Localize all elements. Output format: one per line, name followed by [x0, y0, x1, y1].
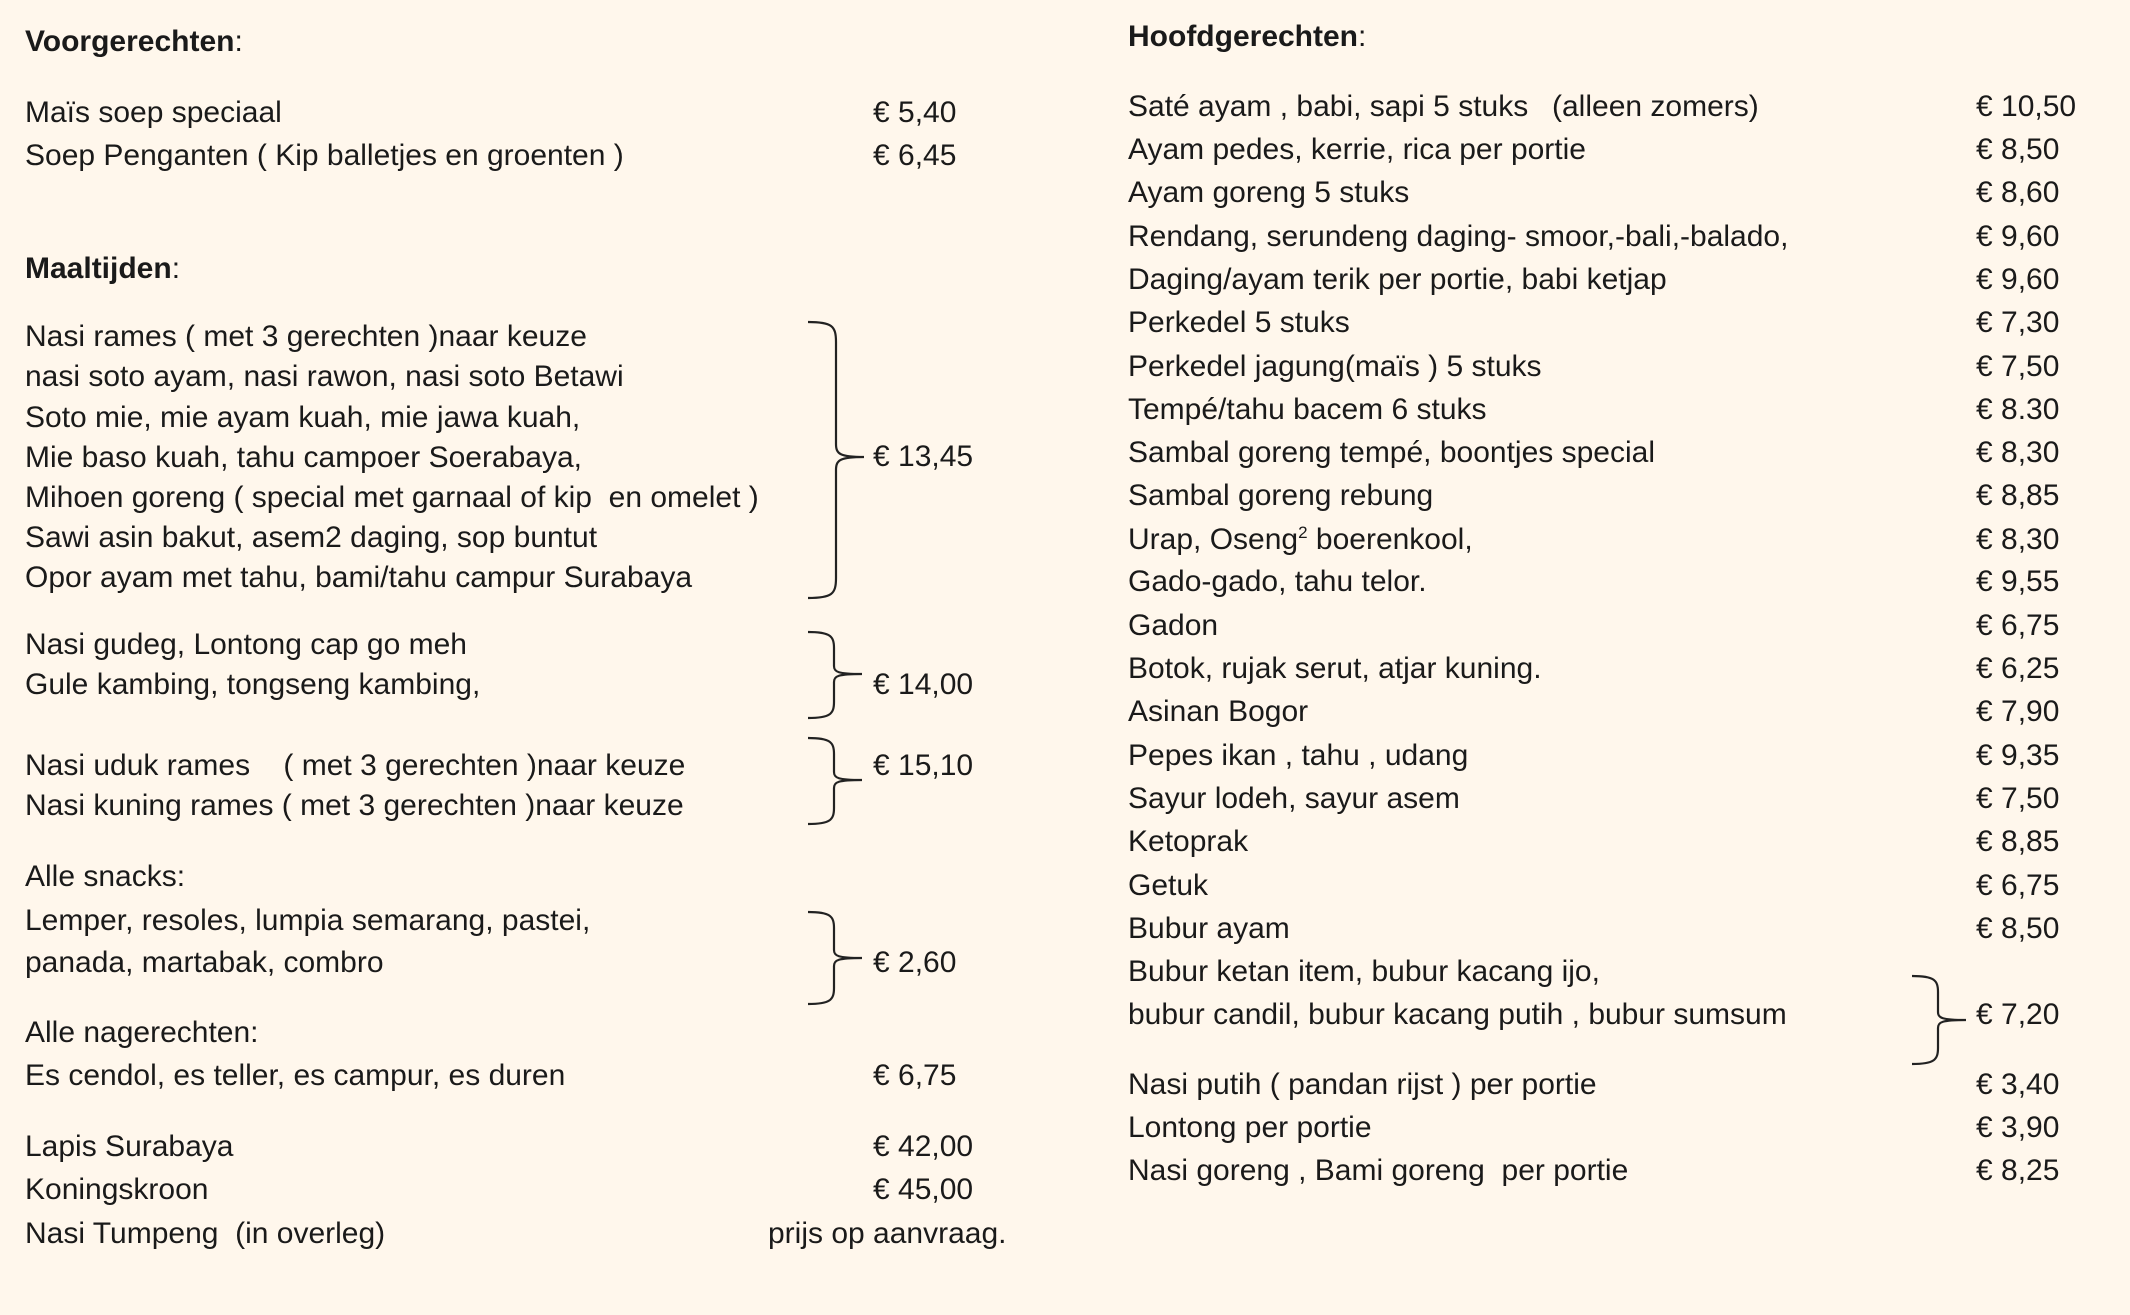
starter-name: Soep Penganten ( Kip balletjes en groenten ): [25, 139, 624, 172]
main-item-name: Gadon: [1128, 609, 1219, 642]
main-item-name: [1128, 522, 1473, 558]
special-price: € 45,00: [873, 1173, 974, 1206]
main-item-price: € 8.30: [1976, 393, 2060, 426]
main-item-name: Nasi goreng , Bami goreng per portie: [1128, 1154, 1629, 1187]
main-item-price: € 8,30: [1976, 436, 2060, 469]
main-item-note: (alleen zomers): [1552, 90, 1759, 123]
main-item-name: Perkedel 5 stuks: [1128, 306, 1350, 339]
main-item-name: Bubur ayam: [1128, 912, 1290, 945]
meals-heading-colon: :: [171, 252, 181, 285]
meals-heading: [25, 251, 180, 287]
meal-line: Nasi gudeg, Lontong cap go meh: [25, 628, 467, 661]
brace-icon: [806, 320, 866, 600]
meal-line: Mihoen goreng ( special met garnaal of kip en omelet ): [25, 481, 759, 514]
special-price: € 42,00: [873, 1130, 974, 1163]
main-item-name: Saté ayam , babi, sapi 5 stuks: [1128, 90, 1529, 123]
meal-line: Mie baso kuah, tahu campoer Soerabaya,: [25, 441, 583, 474]
main-item-name: Botok, rujak serut, atjar kuning.: [1128, 652, 1542, 685]
starters-heading-text: Voorgerechten: [25, 25, 235, 58]
starter-price: € 6,45: [873, 139, 957, 172]
main-item-name: Sayur lodeh, sayur asem: [1128, 782, 1460, 815]
desserts-heading: Alle nagerechten:: [25, 1016, 259, 1049]
meal-group-price: € 13,45: [873, 440, 974, 473]
main-item-price: € 8,25: [1976, 1154, 2060, 1187]
meal-line: Soto mie, mie ayam kuah, mie jawa kuah,: [25, 401, 581, 434]
main-item-price: € 8,85: [1976, 479, 2060, 512]
bubur-line: bubur candil, bubur kacang putih , bubur sumsum: [1128, 998, 1787, 1031]
urap-superscript: 2: [1298, 523, 1308, 542]
main-item-price: € 8,50: [1976, 133, 2060, 166]
urap-text-rest: boerenkool,: [1307, 523, 1473, 556]
meal-line: Nasi kuning rames ( met 3 gerechten )naar keuze: [25, 789, 684, 822]
main-item-price: € 10,50: [1976, 90, 2077, 123]
main-item-price: € 8,85: [1976, 825, 2060, 858]
brace-icon: [806, 736, 866, 826]
main-item-price: € 9,60: [1976, 220, 2060, 253]
main-item-price: € 8,30: [1976, 523, 2060, 556]
main-item-price: € 9,55: [1976, 565, 2060, 598]
main-item-name: Nasi putih ( pandan rijst ) per portie: [1128, 1068, 1597, 1101]
dessert-name: Es cendol, es teller, es campur, es duren: [25, 1059, 566, 1092]
main-item-price: € 7,50: [1976, 350, 2060, 383]
main-item-name: Perkedel jagung(maïs ) 5 stuks: [1128, 350, 1542, 383]
main-item-name: Asinan Bogor: [1128, 695, 1309, 728]
main-item-price: € 7,90: [1976, 695, 2060, 728]
starter-price: € 5,40: [873, 96, 957, 129]
main-item-name: Getuk: [1128, 869, 1209, 902]
main-item-price: € 8,60: [1976, 176, 2060, 209]
main-item-name: Ketoprak: [1128, 825, 1249, 858]
meal-line: Gule kambing, tongseng kambing,: [25, 668, 481, 701]
main-item-name: Sambal goreng tempé, boontjes special: [1128, 436, 1655, 469]
meal-line: Opor ayam met tahu, bami/tahu campur Surabaya: [25, 561, 693, 594]
main-item-price: € 9,60: [1976, 263, 2060, 296]
main-item-name: Ayam pedes, kerrie, rica per portie: [1128, 133, 1586, 166]
starter-name: Maïs soep speciaal: [25, 96, 282, 129]
bubur-line: Bubur ketan item, bubur kacang ijo,: [1128, 955, 1600, 988]
main-item-price: € 3,90: [1976, 1111, 2060, 1144]
main-item-name: Daging/ayam terik per portie, babi ketjap: [1128, 263, 1667, 296]
main-item-price: € 6,75: [1976, 869, 2060, 902]
meal-line: Nasi uduk rames ( met 3 gerechten )naar keuze: [25, 749, 686, 782]
bubur-group-price: € 7,20: [1976, 998, 2060, 1031]
main-item-name: Pepes ikan , tahu , udang: [1128, 739, 1469, 772]
main-item-price: € 6,75: [1976, 609, 2060, 642]
urap-text: Urap, Oseng: [1128, 523, 1299, 556]
meal-group-price: € 14,00: [873, 668, 974, 701]
meal-group-price: € 15,10: [873, 749, 974, 782]
main-item-name: Gado-gado, tahu telor.: [1128, 565, 1427, 598]
mains-heading: [1128, 19, 1366, 55]
special-name: Koningskroon: [25, 1173, 209, 1206]
mains-heading-text: Hoofdgerechten: [1128, 20, 1359, 53]
main-item-price: € 3,40: [1976, 1068, 2060, 1101]
tumpeng-price: prijs op aanvraag.: [768, 1217, 1007, 1250]
meal-line: Nasi rames ( met 3 gerechten )naar keuze: [25, 320, 587, 353]
mains-heading-colon: :: [1358, 20, 1367, 53]
brace-icon: [1910, 974, 1970, 1066]
main-item-name: Tempé/tahu bacem 6 stuks: [1128, 393, 1487, 426]
main-item-price: € 6,25: [1976, 652, 2060, 685]
special-name: Lapis Surabaya: [25, 1130, 234, 1163]
main-item-price: € 7,30: [1976, 306, 2060, 339]
snack-line: panada, martabak, combro: [25, 946, 384, 979]
dessert-price: € 6,75: [873, 1059, 957, 1092]
meal-line: Sawi asin bakut, asem2 daging, sop buntut: [25, 521, 598, 554]
meals-heading-text: Maaltijden: [25, 252, 172, 285]
main-item-name: Sambal goreng rebung: [1128, 479, 1434, 512]
starters-heading-colon: :: [234, 25, 243, 58]
brace-icon: [806, 910, 866, 1006]
starters-heading: [25, 24, 243, 60]
main-item-price: € 8,50: [1976, 912, 2060, 945]
main-item-price: € 9,35: [1976, 739, 2060, 772]
meal-line: nasi soto ayam, nasi rawon, nasi soto Betawi: [25, 360, 624, 393]
tumpeng-name: Nasi Tumpeng (in overleg): [25, 1217, 386, 1250]
snacks-price: € 2,60: [873, 946, 957, 979]
snacks-heading: Alle snacks:: [25, 860, 186, 893]
main-item-name: Ayam goreng 5 stuks: [1128, 176, 1410, 209]
main-item-name: Rendang, serundeng daging- smoor,-bali,-balado,: [1128, 220, 1789, 253]
main-item-price: € 7,50: [1976, 782, 2060, 815]
main-item-name: Lontong per portie: [1128, 1111, 1372, 1144]
snack-line: Lemper, resoles, lumpia semarang, pastei,: [25, 904, 591, 937]
brace-icon: [806, 630, 866, 720]
